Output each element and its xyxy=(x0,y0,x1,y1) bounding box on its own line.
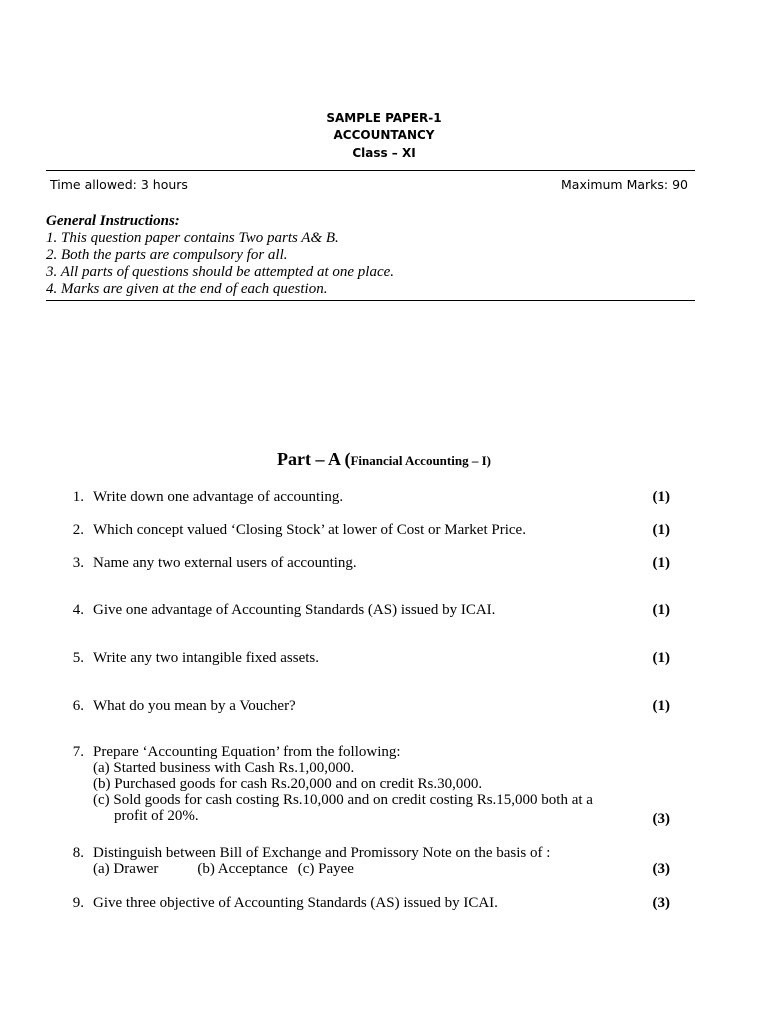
maximum-marks: Maximum Marks: 90 xyxy=(561,177,688,192)
question-text: Write down one advantage of accounting. xyxy=(93,489,344,505)
question-text: Name any two external users of accounting. xyxy=(93,555,357,571)
instruction-item: 3. All parts of questions should be attempted at one place. xyxy=(46,264,395,280)
question-text: Prepare ‘Accounting Equation’ from the following: xyxy=(93,744,401,760)
question-marks: (1) xyxy=(652,489,670,505)
part-a-subtitle: Financial Accounting – I xyxy=(350,453,487,468)
subject-title: ACCOUNTANCY xyxy=(333,128,435,142)
question-marks: (3) xyxy=(652,895,670,911)
question-number: 8. xyxy=(72,845,84,861)
question-6 xyxy=(68,698,670,714)
question-7 xyxy=(68,744,670,827)
question-subitem: (b) Purchased goods for cash Rs.20,000 and on credit Rs.30,000. xyxy=(93,776,483,792)
time-allowed: Time allowed: 3 hours xyxy=(50,177,188,192)
instruction-item: 2. Both the parts are compulsory for all. xyxy=(46,247,288,263)
question-marks: (3) xyxy=(652,861,670,877)
part-a-close: ) xyxy=(486,453,491,468)
part-a-title xyxy=(0,449,768,470)
question-number: 5. xyxy=(72,650,84,666)
question-4 xyxy=(68,602,670,618)
general-instructions-title: General Instructions: xyxy=(46,213,180,229)
question-subitem: (c) Sold goods for cash costing Rs.10,000 and on credit costing Rs.15,000 both at a xyxy=(93,792,593,808)
question-text: Give three objective of Accounting Standards (AS) issued by ICAI. xyxy=(93,895,498,911)
question-3 xyxy=(68,555,670,571)
class-label: Class – XI xyxy=(352,146,416,160)
question-subitem: profit of 20%. xyxy=(114,808,199,824)
question-marks: (1) xyxy=(652,602,670,618)
question-marks: (1) xyxy=(652,698,670,714)
question-option: (c) Payee xyxy=(297,861,354,877)
question-marks: (1) xyxy=(652,522,670,538)
question-text: What do you mean by a Voucher? xyxy=(93,698,296,714)
instruction-item: 4. Marks are given at the end of each question. xyxy=(46,281,328,297)
question-2 xyxy=(68,522,670,538)
instruction-item: 1. This question paper contains Two parts A& B. xyxy=(46,230,339,246)
question-marks: (1) xyxy=(652,555,670,571)
question-marks: (1) xyxy=(652,650,670,666)
question-option: (a) Drawer xyxy=(93,861,159,877)
question-number: 2. xyxy=(72,522,84,538)
question-number: 7. xyxy=(72,744,84,760)
question-9 xyxy=(68,895,670,911)
question-text: Which concept valued ‘Closing Stock’ at lower of Cost or Market Price. xyxy=(93,522,526,538)
question-marks: (3) xyxy=(652,811,670,827)
paper-title: SAMPLE PAPER-1 xyxy=(326,111,442,125)
question-1 xyxy=(68,489,670,505)
instructions-divider xyxy=(46,300,695,301)
question-text: Give one advantage of Accounting Standards (AS) issued by ICAI. xyxy=(93,602,496,618)
header-divider xyxy=(46,170,695,171)
question-number: 6. xyxy=(72,698,84,714)
general-instructions xyxy=(46,213,394,298)
part-a-label: Part – A ( xyxy=(276,449,351,469)
question-8 xyxy=(68,845,670,877)
question-text: Distinguish between Bill of Exchange and Promissory Note on the basis of : xyxy=(93,845,551,861)
question-subitem: (a) Started business with Cash Rs.1,00,000. xyxy=(93,760,355,776)
question-5 xyxy=(68,650,670,666)
question-option: (b) Acceptance xyxy=(197,861,288,877)
question-number: 4. xyxy=(72,602,84,618)
question-number: 9. xyxy=(72,895,84,911)
question-text: Write any two intangible fixed assets. xyxy=(93,650,320,666)
question-number: 1. xyxy=(72,489,84,505)
question-number: 3. xyxy=(72,555,84,571)
